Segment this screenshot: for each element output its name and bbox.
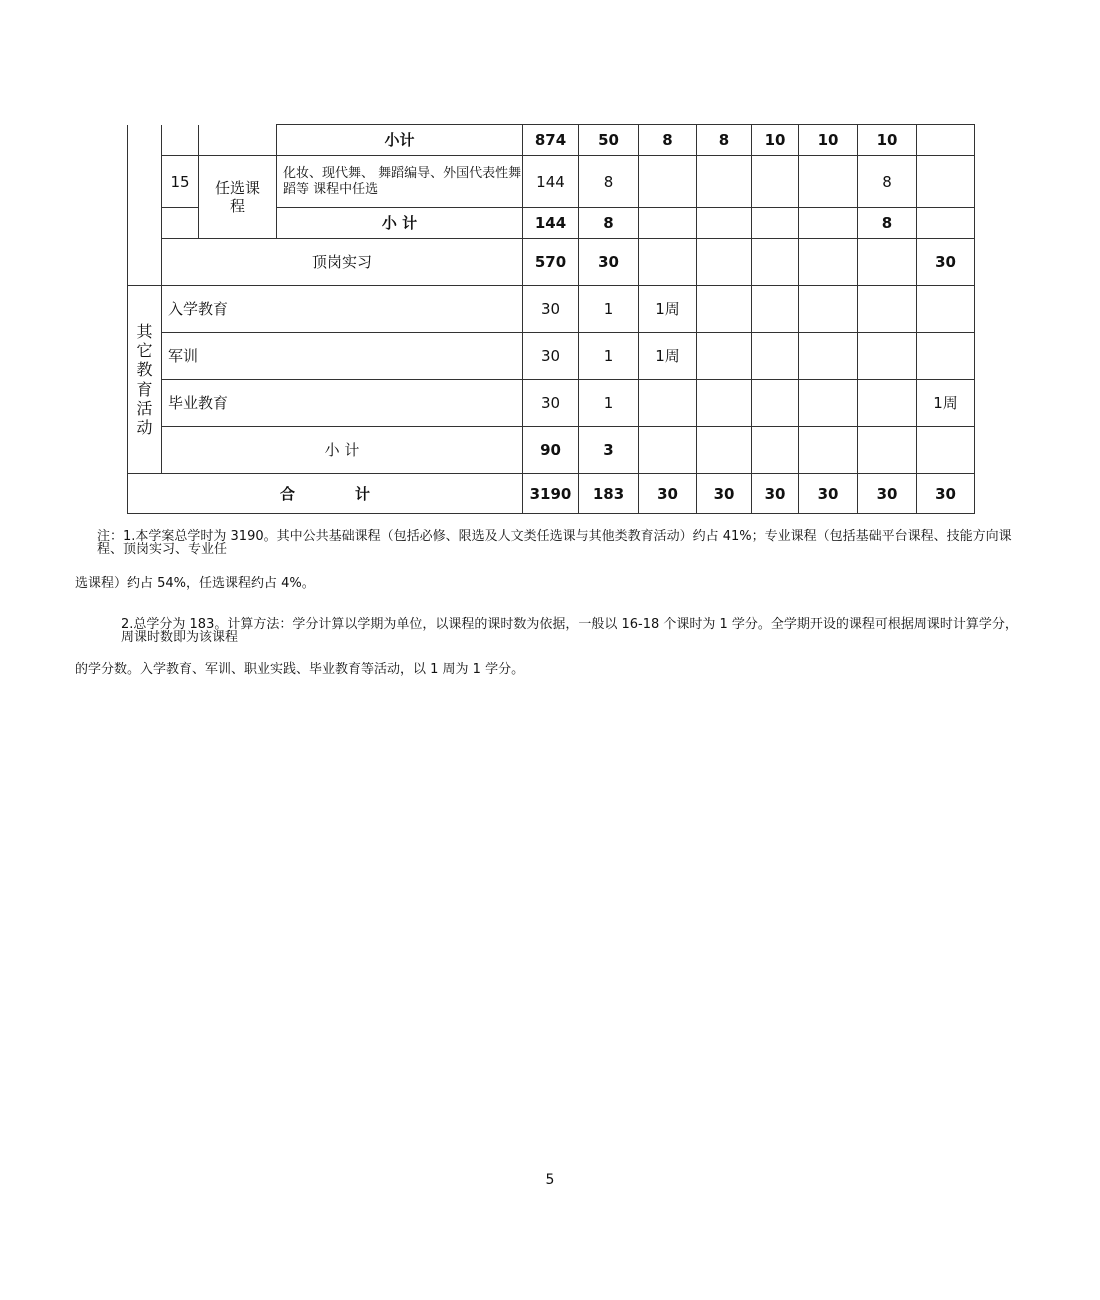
course-content: 化妆、现代舞、 舞蹈编导、外国代表性舞蹈等 课程中任选 (277, 156, 523, 208)
table-row: 合 计 3190 183 30 30 30 30 30 30 (128, 474, 975, 514)
table-row: 毕业教育 30 1 1周 (128, 380, 975, 427)
table-row: 小 计 144 8 8 (128, 208, 975, 239)
course-category: 任选课程 (199, 156, 277, 239)
subtotal-label: 小 计 (162, 427, 523, 474)
subtotal-label: 小 计 (277, 208, 523, 239)
total-label: 合 计 (128, 474, 523, 514)
note-1-line-1: 注：1.本学案总学时为 3190。其中公共基础课程（包括必修、限选及人文类任选课与其他类教育活动）约占 41%；专业课程（包括基础平台课程、技能方向课程、顶岗实习、专业任 (97, 529, 1012, 557)
table-row: 其它教育活动 入学教育 30 1 1周 (128, 286, 975, 333)
note-1-line-2: 选课程）约占 54%，任选课程约占 4%。 (75, 576, 315, 591)
note-2-line-1: 2.总学分为 183。计算方法：学分计算以学期为单位，以课程的课时数为依据，一般以 16-18 个课时为 1 学分。全学期开设的课程可根据周课时计算学分，周课时数即为该课程 (121, 617, 1018, 645)
table-row: 小 计 90 3 (128, 427, 975, 474)
other-activities-category: 其它教育活动 (128, 286, 162, 474)
page-number: 5 (545, 1172, 555, 1188)
internship-label: 顶岗实习 (162, 239, 523, 286)
table-row: 小计 874 50 8 8 10 10 10 (128, 125, 975, 156)
table-row: 军训 30 1 1周 (128, 333, 975, 380)
table-row: 15 任选课程 化妆、现代舞、 舞蹈编导、外国代表性舞蹈等 课程中任选 144 8 8 (128, 156, 975, 208)
course-number: 15 (162, 156, 199, 208)
note-2-line-2: 的学分数。入学教育、军训、职业实践、毕业教育等活动，以 1 周为 1 学分。 (75, 662, 525, 677)
table-row: 顶岗实习 570 30 30 (128, 239, 975, 286)
subtotal-label: 小计 (277, 125, 523, 156)
curriculum-table (127, 124, 975, 514)
